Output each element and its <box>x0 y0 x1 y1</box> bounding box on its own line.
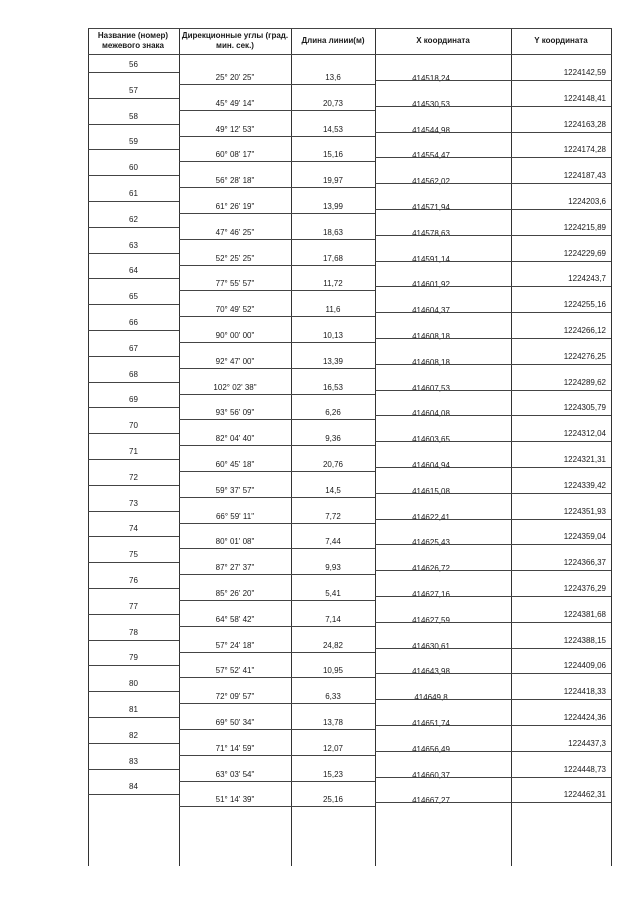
row-line <box>179 677 375 678</box>
row-line <box>375 493 511 494</box>
row-line <box>88 330 179 331</box>
direction-angle: 45° 49' 14" <box>215 98 255 108</box>
row-line <box>179 368 375 369</box>
row-line <box>179 497 375 498</box>
x-coordinate: 414603,65 <box>412 435 450 445</box>
y-coordinate: 1224142,59 <box>563 68 606 77</box>
x-coordinate: 414571,94 <box>412 203 450 212</box>
row-line <box>88 794 179 795</box>
y-coordinate: 1224255,16 <box>563 300 606 310</box>
x-coordinate: 414608,18 <box>412 357 450 367</box>
row-line <box>511 364 611 365</box>
header-top-line <box>88 28 612 29</box>
point-number: 83 <box>129 756 138 766</box>
y-coordinate: 1224359,04 <box>563 532 606 542</box>
point-number: 77 <box>129 601 138 611</box>
row-line <box>179 523 375 524</box>
direction-angle: 80° 01' 08" <box>215 537 255 547</box>
line-length: 5,41 <box>325 589 341 598</box>
x-coordinate: 414660,37 <box>412 770 450 780</box>
line-length: 9,36 <box>325 434 341 444</box>
y-coordinate: 1224276,25 <box>563 351 606 361</box>
header-name: Название (номер) межевого знака <box>97 31 169 50</box>
y-coordinate: 1224437,3 <box>568 738 606 748</box>
row-line <box>511 390 611 391</box>
x-coordinate: 414578,63 <box>412 228 450 238</box>
row-line <box>88 459 179 460</box>
direction-angle: 70° 49' 52" <box>215 305 255 315</box>
row-line <box>179 84 375 85</box>
row-line <box>179 781 375 782</box>
row-line <box>179 290 375 291</box>
row-line <box>375 699 511 700</box>
row-line <box>88 536 179 537</box>
column-line <box>611 28 612 866</box>
row-line <box>88 175 179 176</box>
row-line <box>511 132 611 133</box>
direction-angle: 72° 09' 57" <box>215 692 255 702</box>
x-coordinate: 414627,16 <box>412 590 450 599</box>
line-length: 11,72 <box>323 279 343 289</box>
row-line <box>375 338 511 339</box>
y-coordinate: 1224339,42 <box>563 480 606 490</box>
direction-angle: 87° 27' 37" <box>215 563 255 573</box>
row-line <box>511 777 611 778</box>
x-coordinate: 414630,61 <box>412 641 450 651</box>
y-coordinate: 1224203,6 <box>568 197 606 206</box>
y-coordinate: 1224305,79 <box>563 403 606 413</box>
point-number: 57 <box>129 85 138 95</box>
line-length: 25,16 <box>322 795 344 805</box>
row-line <box>88 356 179 357</box>
y-coordinate: 1224448,73 <box>563 764 606 774</box>
point-number: 69 <box>129 395 138 405</box>
y-coordinate: 1224388,15 <box>563 635 606 645</box>
row-line <box>511 441 611 442</box>
row-line <box>179 445 375 446</box>
row-line <box>511 467 611 468</box>
row-line <box>375 132 511 133</box>
direction-angle: 66° 59' 11" <box>215 511 255 521</box>
direction-angle: 93° 56' 09" <box>215 408 255 418</box>
row-line <box>511 261 611 262</box>
point-number: 56 <box>129 60 138 69</box>
direction-angle: 77° 55' 57" <box>215 279 255 289</box>
row-line <box>511 209 611 210</box>
row-line <box>88 511 179 512</box>
row-line <box>375 570 511 571</box>
row-line <box>375 235 511 236</box>
direction-angle: 57° 52' 41" <box>215 666 255 676</box>
direction-angle: 85° 26' 20" <box>215 589 255 598</box>
row-line <box>179 626 375 627</box>
x-coordinate: 414604,08 <box>412 409 450 419</box>
point-number: 63 <box>129 240 138 250</box>
row-line <box>88 253 179 254</box>
x-coordinate: 414604,94 <box>412 461 450 470</box>
row-line <box>179 239 375 240</box>
point-number: 72 <box>129 472 138 482</box>
header-x: X координата <box>416 36 470 45</box>
point-number: 79 <box>129 653 138 663</box>
line-length: 10,95 <box>322 666 344 676</box>
x-coordinate: 414625,43 <box>412 538 450 548</box>
direction-angle: 52° 25' 25" <box>215 253 255 263</box>
row-line <box>375 80 511 81</box>
row-line <box>179 574 375 575</box>
x-coordinate: 414626,72 <box>412 564 450 574</box>
x-coordinate: 414601,92 <box>412 280 450 290</box>
row-line <box>88 485 179 486</box>
direction-angle: 49° 12' 53" <box>215 124 255 134</box>
x-coordinate: 414651,74 <box>412 719 450 728</box>
direction-angle: 90° 00' 00" <box>215 331 255 340</box>
row-line <box>511 80 611 81</box>
line-length: 15,16 <box>322 150 344 160</box>
line-length: 20,73 <box>322 98 344 108</box>
y-coordinate: 1224174,28 <box>563 145 606 155</box>
row-line <box>511 519 611 520</box>
row-line <box>179 703 375 704</box>
y-coordinate: 1224215,89 <box>563 222 606 232</box>
row-line <box>375 648 511 649</box>
line-length: 14,5 <box>325 485 341 495</box>
line-length: 20,76 <box>322 460 344 469</box>
direction-angle: 47° 46' 25" <box>215 227 255 237</box>
row-line <box>511 493 611 494</box>
row-line <box>375 596 511 597</box>
row-line <box>88 691 179 692</box>
row-line <box>375 544 511 545</box>
point-number: 59 <box>129 137 138 147</box>
row-line <box>511 157 611 158</box>
row-line <box>375 312 511 313</box>
y-coordinate: 1224163,28 <box>563 119 606 129</box>
row-line <box>179 213 375 214</box>
y-coordinate: 1224351,93 <box>563 506 606 516</box>
row-line <box>511 802 611 803</box>
row-line <box>179 600 375 601</box>
y-coordinate: 1224148,41 <box>563 93 606 103</box>
line-length: 9,93 <box>325 563 341 573</box>
row-line <box>375 622 511 623</box>
row-line <box>511 725 611 726</box>
row-line <box>511 338 611 339</box>
row-line <box>511 544 611 545</box>
row-line <box>375 209 511 210</box>
point-number: 82 <box>129 730 138 740</box>
y-coordinate: 1224229,69 <box>563 248 606 258</box>
row-line <box>511 312 611 313</box>
row-line <box>511 286 611 287</box>
row-line <box>88 433 179 434</box>
row-line <box>88 562 179 563</box>
row-line <box>511 570 611 571</box>
header-y: Y координата <box>534 36 588 45</box>
row-line <box>88 665 179 666</box>
y-coordinate: 1224266,12 <box>563 326 606 335</box>
x-coordinate: 414622,41 <box>412 512 450 522</box>
row-line <box>375 519 511 520</box>
row-line <box>511 622 611 623</box>
row-line <box>179 394 375 395</box>
x-coordinate: 414608,18 <box>412 332 450 341</box>
row-line <box>88 201 179 202</box>
row-line <box>511 673 611 674</box>
x-coordinate: 414604,37 <box>412 306 450 316</box>
row-line <box>375 364 511 365</box>
direction-angle: 60° 08' 17" <box>215 150 255 160</box>
direction-angle: 63° 03' 54" <box>215 769 255 779</box>
row-line <box>375 286 511 287</box>
row-line <box>375 390 511 391</box>
line-length: 13,39 <box>322 356 344 366</box>
line-length: 7,14 <box>325 614 341 624</box>
point-number: 66 <box>129 318 138 327</box>
x-coordinate: 414544,98 <box>412 125 450 135</box>
point-number: 60 <box>129 163 138 173</box>
row-line <box>88 278 179 279</box>
line-length: 11,6 <box>325 305 341 315</box>
direction-angle: 92° 47' 00" <box>215 356 255 366</box>
direction-angle: 64° 58' 42" <box>215 614 255 624</box>
line-length: 17,68 <box>322 253 344 263</box>
row-line <box>179 755 375 756</box>
point-number: 62 <box>129 214 138 224</box>
x-coordinate: 414562,02 <box>412 177 450 187</box>
row-line <box>511 415 611 416</box>
y-coordinate: 1224366,37 <box>563 558 606 568</box>
row-line <box>88 382 179 383</box>
line-length: 13,99 <box>322 202 344 211</box>
row-line <box>511 183 611 184</box>
row-line <box>375 802 511 803</box>
y-coordinate: 1224312,04 <box>563 429 606 439</box>
point-number: 58 <box>129 111 138 121</box>
direction-angle: 71° 14' 59" <box>215 743 255 753</box>
x-coordinate: 414554,47 <box>412 151 450 161</box>
row-line <box>179 342 375 343</box>
line-length: 13,78 <box>322 718 344 727</box>
direction-angle: 69° 50' 34" <box>215 718 255 727</box>
row-line <box>179 652 375 653</box>
x-coordinate: 414591,14 <box>412 254 450 264</box>
y-coordinate: 1224381,68 <box>563 609 606 619</box>
row-line <box>88 769 179 770</box>
row-line <box>179 316 375 317</box>
row-line <box>375 415 511 416</box>
point-number: 64 <box>129 266 138 276</box>
header-length: Длина линии(м) <box>301 36 365 45</box>
row-line <box>375 673 511 674</box>
line-length: 24,82 <box>322 640 344 650</box>
direction-angle: 56° 28' 18" <box>215 176 255 186</box>
header-bottom-line <box>88 54 612 55</box>
row-line <box>88 72 179 73</box>
row-line <box>179 136 375 137</box>
point-number: 81 <box>129 705 138 714</box>
point-number: 75 <box>129 550 138 560</box>
line-length: 16,53 <box>322 382 344 392</box>
direction-angle: 51° 14' 39" <box>215 795 255 805</box>
row-line <box>88 98 179 99</box>
line-length: 7,44 <box>325 537 341 547</box>
y-coordinate: 1224289,62 <box>563 377 606 387</box>
y-coordinate: 1224376,29 <box>563 584 606 593</box>
row-line <box>511 751 611 752</box>
row-line <box>88 588 179 589</box>
row-line <box>179 419 375 420</box>
row-line <box>375 751 511 752</box>
y-coordinate: 1224243,7 <box>568 274 606 284</box>
row-line <box>375 261 511 262</box>
y-coordinate: 1224321,31 <box>563 455 606 464</box>
row-line <box>88 407 179 408</box>
line-length: 6,33 <box>325 692 341 702</box>
direction-angle: 59° 37' 57" <box>215 485 255 495</box>
point-number: 80 <box>129 679 138 689</box>
row-line <box>375 106 511 107</box>
point-number: 68 <box>129 369 138 379</box>
point-number: 61 <box>129 189 138 198</box>
x-coordinate: 414518,24 <box>412 74 450 83</box>
line-length: 14,53 <box>322 124 344 134</box>
row-line <box>511 106 611 107</box>
point-number: 74 <box>129 524 138 534</box>
row-line <box>375 777 511 778</box>
row-line <box>88 304 179 305</box>
row-line <box>88 743 179 744</box>
x-coordinate: 414627,59 <box>412 615 450 625</box>
direction-angle: 60° 45' 18" <box>215 460 255 469</box>
point-number: 65 <box>129 292 138 302</box>
x-coordinate: 414530,53 <box>412 99 450 109</box>
row-line <box>375 467 511 468</box>
row-line <box>88 614 179 615</box>
x-coordinate: 414615,08 <box>412 486 450 496</box>
row-line <box>375 157 511 158</box>
direction-angle: 82° 04' 40" <box>215 434 255 444</box>
line-length: 13,6 <box>325 73 341 82</box>
line-length: 6,26 <box>325 408 341 418</box>
x-coordinate: 414667,27 <box>412 796 450 806</box>
x-coordinate: 414656,49 <box>412 744 450 754</box>
line-length: 18,63 <box>322 227 344 237</box>
row-line <box>179 806 375 807</box>
row-line <box>179 471 375 472</box>
row-line <box>511 235 611 236</box>
row-line <box>88 227 179 228</box>
point-number: 67 <box>129 343 138 353</box>
row-line <box>375 183 511 184</box>
row-line <box>88 149 179 150</box>
line-length: 15,23 <box>322 769 344 779</box>
line-length: 12,07 <box>322 743 344 753</box>
row-line <box>375 441 511 442</box>
y-coordinate: 1224424,36 <box>563 713 606 722</box>
point-number: 70 <box>129 421 138 431</box>
x-coordinate: 414643,98 <box>412 667 450 677</box>
row-line <box>511 648 611 649</box>
direction-angle: 57° 24' 18" <box>215 640 255 650</box>
row-line <box>179 187 375 188</box>
row-line <box>88 717 179 718</box>
point-number: 78 <box>129 627 138 637</box>
header-angle: Дирекционные углы (град. мин. сек.) <box>181 31 289 50</box>
row-line <box>88 124 179 125</box>
row-line <box>179 110 375 111</box>
point-number: 84 <box>129 782 138 792</box>
point-number: 73 <box>129 498 138 508</box>
direction-angle: 25° 20' 25" <box>215 73 255 82</box>
line-length: 10,13 <box>322 331 344 340</box>
row-line <box>511 699 611 700</box>
y-coordinate: 1224462,31 <box>563 790 606 800</box>
x-coordinate: 414607,53 <box>412 383 450 393</box>
row-line <box>179 265 375 266</box>
y-coordinate: 1224418,33 <box>563 687 606 697</box>
x-coordinate: 414649,8 <box>414 693 448 703</box>
row-line <box>179 161 375 162</box>
point-number: 76 <box>129 576 138 585</box>
direction-angle: 61° 26' 19" <box>215 202 255 211</box>
point-number: 71 <box>129 447 138 456</box>
row-line <box>511 596 611 597</box>
direction-angle: 102° 02' 38" <box>213 382 257 392</box>
line-length: 7,72 <box>325 511 341 521</box>
row-line <box>179 548 375 549</box>
y-coordinate: 1224187,43 <box>563 171 606 181</box>
row-line <box>88 640 179 641</box>
y-coordinate: 1224409,06 <box>563 661 606 671</box>
row-line <box>375 725 511 726</box>
line-length: 19,97 <box>322 176 344 186</box>
row-line <box>179 729 375 730</box>
